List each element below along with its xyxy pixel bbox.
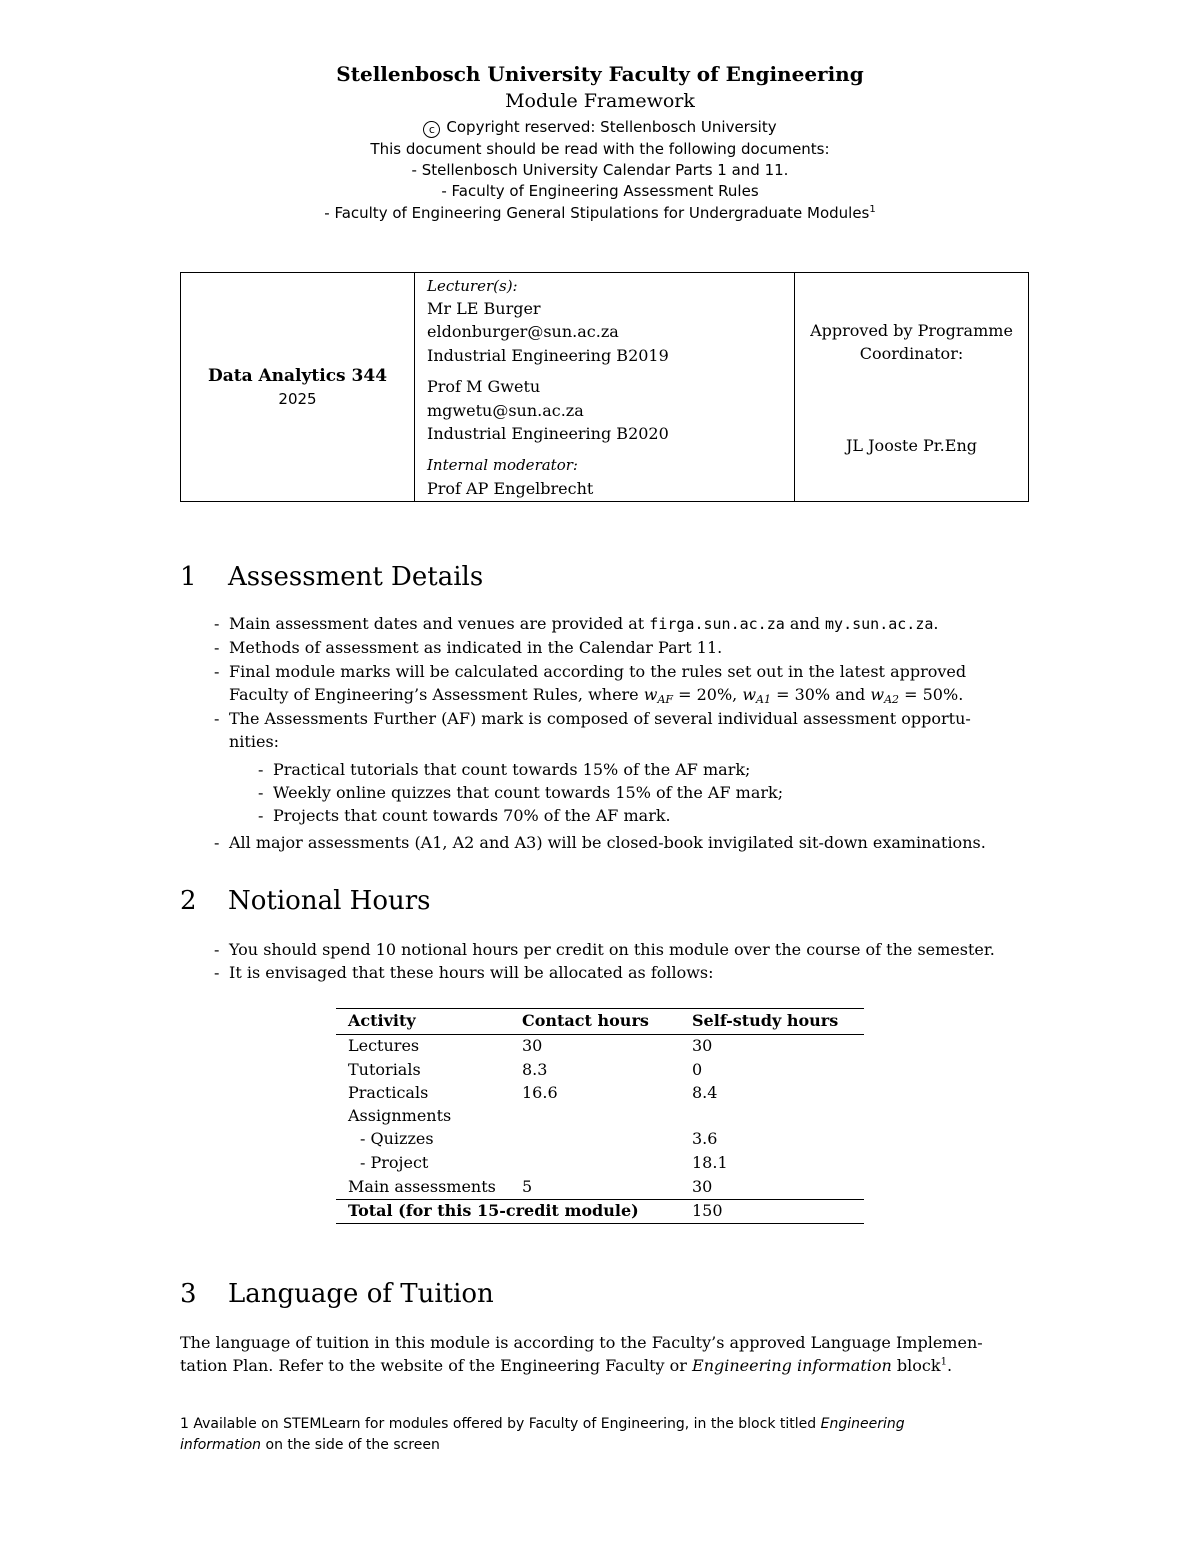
tuition-paragraph-line-2: tation Plan. Refer to the website of the Engineering Faculty or Engineering information block$^1$. (180, 1356, 953, 1375)
tuition-paragraph-line-1: The language of tuition in this module is according to the Faculty’s approved Language Implemen- (180, 1333, 983, 1352)
assessment-bullet-3-cont: Faculty of Engineering’s Assessment Rules, where $w_{AF} = 20\%$, $w_{A1} = 30\%$ and $w_{A2} = 50\%$. (229, 685, 964, 706)
section-2-heading (180, 886, 431, 916)
reference-doc-2: - Faculty of Engineering Assessment Rules (441, 182, 759, 200)
moderator-label: Internal moderator: (427, 456, 578, 474)
assessment-bullet-3: - Final module marks will be calculated according to the rules set out in the latest approved (214, 662, 967, 681)
lecturer-2-email: mgwetu@sun.ac.za (427, 401, 584, 420)
lecturers-cell (415, 273, 795, 501)
module-info-table (180, 272, 1029, 502)
copyright-icon: c (423, 121, 440, 138)
reference-doc-3-text: - Faculty of Engineering General Stipulations for Undergraduate Modules (324, 204, 870, 222)
section-3-number: 3 (180, 1279, 197, 1309)
module-name: Data Analytics 344 (207, 366, 388, 386)
hours-bullet-1: - You should spend 10 notional hours per credit on this module over the course of the semester. (214, 940, 995, 959)
table-top-rule (336, 1008, 864, 1009)
moderator-name: Prof AP Engelbrecht (427, 479, 594, 498)
mysun-link[interactable]: my.sun.ac.za (825, 615, 934, 633)
assessment-bullet-5: - All major assessments (A1, A2 and A3) will be closed-book invigilated sit-down examinations. (214, 833, 986, 852)
lecturer-1-name: Mr LE Burger (427, 299, 541, 318)
reference-doc-3 (0, 204, 1200, 222)
read-with-text: This document should be read with the following documents: (370, 140, 830, 158)
lecturer-1-office: Industrial Engineering B2019 (427, 346, 669, 365)
footnote-line-2: information on the side of the screen (180, 1437, 440, 1453)
table-header-rule (336, 1034, 864, 1035)
section-3-heading (180, 1279, 494, 1309)
section-1-heading (180, 562, 483, 592)
section-2-number: 2 (180, 886, 197, 916)
approved-line-1: Approved by Programme (810, 321, 1013, 340)
lecturers-label: Lecturer(s): (427, 277, 518, 295)
module-cell (181, 273, 415, 501)
copyright-line (0, 118, 1200, 138)
firga-link[interactable]: firga.sun.ac.za (649, 615, 785, 633)
document-title: Stellenbosch University Faculty of Engineering (336, 62, 864, 86)
assessment-bullet-4: - The Assessments Further (AF) mark is composed of several individual assessment opportu- (214, 709, 971, 728)
hours-bullet-2: - It is envisaged that these hours will be allocated as follows: (214, 963, 714, 982)
lecturer-2-office: Industrial Engineering B2020 (427, 424, 669, 443)
section-1-number: 1 (180, 562, 197, 592)
module-year: 2025 (278, 390, 317, 408)
table-total-rule (336, 1199, 864, 1200)
document-subtitle: Module Framework (505, 90, 695, 112)
section-2-title: Notional Hours (228, 886, 431, 916)
header-self-study-hours: Self-study hours (692, 1011, 839, 1030)
reference-doc-1: - Stellenbosch University Calendar Parts 1 and 11. (411, 161, 789, 179)
section-1-title: Assessment Details (228, 562, 484, 592)
header-contact-hours: Contact hours (522, 1011, 649, 1030)
approved-line-2: Coordinator: (859, 344, 964, 363)
assessment-bullet-2: - Methods of assessment as indicated in the Calendar Part 11. (214, 638, 723, 657)
footnote-marker: 1 (869, 204, 876, 215)
total-label: Total (for this 15-credit module) (348, 1201, 639, 1220)
af-subitem-1: - Practical tutorials that count towards 15% of the AF mark; (258, 760, 751, 779)
af-subitem-3: - Projects that count towards 70% of the AF mark. (258, 806, 671, 825)
approval-cell (795, 273, 1028, 501)
lecturer-2-name: Prof M Gwetu (427, 377, 541, 396)
coordinator-name: JL Jooste Pr.Eng (846, 436, 977, 455)
document-page: Stellenbosch University Faculty of Engineering Module Framework c Copyright reserved: Stellenbosch University This document should be read with the following documents: - Stellenbosch University Calendar Parts 1 and 11. - Faculty of Engineering Assessment Rules - Faculty of Engineering General Stipulations for Undergraduate Modules$^1$ Data Analytics 344 2025 Lecturer(s): Mr LE Burger eldonburger@sun.ac.za Industrial Engineering B2019 Prof M Gwetu mgwetu@sun.ac.za Industrial Engineering B2020 Internal moderator: Prof AP Engelbrecht Approved by Programme Coordinator: JL Jooste Pr.Eng 1 Assessment Details - Main assessment dates and venues are provided at firga.sun.ac.za and my.sun.ac.za. - Methods of assessment as indicated in the Calendar Part 11. - Final module marks will be calculated according to the rules set out in the latest approved Faculty of Engineering’s Assessment Rules, where $w_{AF} = 20\%$, $w_{A1} = 30\%$ and $w_{A2} = 50\%$. - The Assessments Further (AF) mark is composed of several individual assessment opportu- nities: - Practical tutorials that count towards 15% of the AF mark; - Weekly online quizzes that count towards 15% of the AF mark; - Projects that count towards 70% of the AF mark. - All major assessments (A1, A2 and A3) will be closed-book invigilated sit-down examinations. 2 Notional Hours - You should spend 10 notional hours per credit on this module over the course of the semester. - It is envisaged that these hours will be allocated as follows: Activity Contact hours Self-study hours Lectures 30 30 Tutorials 8.3 0 Practicals 16.6 8.4 Assignments - Quizzes 3.6 - Project 18.1 Main assessments 5 30 Total (for this 15-credit module) 150 3 Language of Tuition The language of tuition in this module is according to the Faculty’s approved Language Implemen- tation Plan. Refer to the website of the Engineering Faculty or Engineering information block$^1$. 1 Available on STEMLearn for modules offered by Faculty of Engineering, in the block titled Engineering information on the side of the screen (0, 0, 1200, 1553)
copyright-text: Copyright reserved: Stellenbosch University (446, 118, 777, 136)
header-activity: Activity (348, 1011, 416, 1030)
table-bottom-rule (336, 1223, 864, 1224)
lecturer-1-email: eldonburger@sun.ac.za (427, 322, 619, 341)
footnote-line-1: 1 Available on STEMLearn for modules offered by Faculty of Engineering, in the block titled Engineering (180, 1416, 905, 1432)
total-value: 150 (692, 1201, 723, 1220)
section-3-title: Language of Tuition (228, 1279, 494, 1309)
approved-by-label (795, 319, 1028, 365)
assessment-bullet-4-cont: nities: (229, 732, 280, 751)
assessment-bullet-1: - Main assessment dates and venues are provided at firga.sun.ac.za and my.sun.ac.za. (214, 614, 939, 633)
af-subitem-2: - Weekly online quizzes that count towards 15% of the AF mark; (258, 783, 784, 802)
